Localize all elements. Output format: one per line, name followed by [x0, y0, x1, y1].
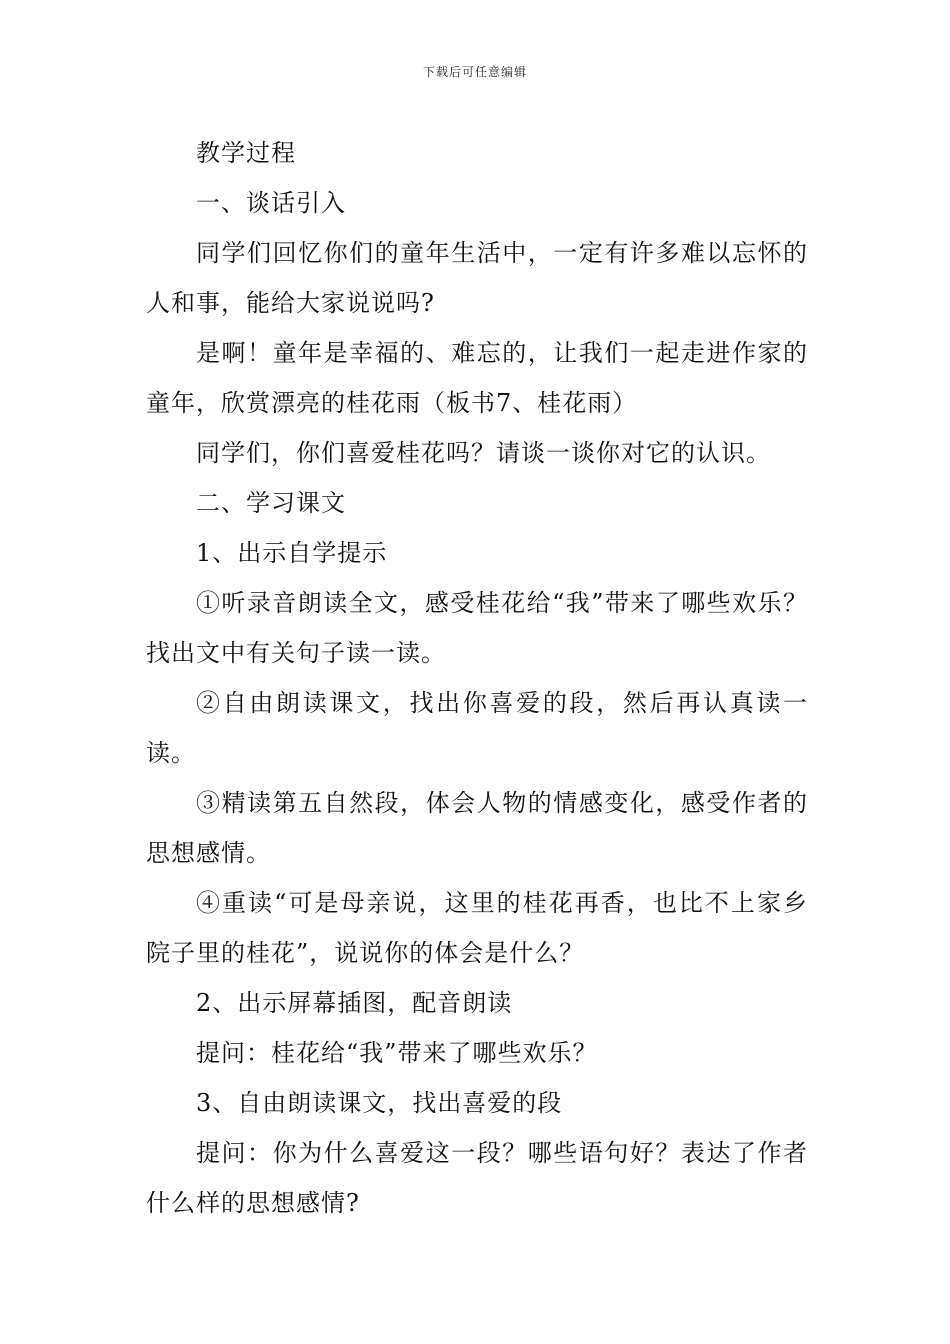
list-item: ③精读第五自然段，体会人物的情感变化，感受作者的思想感情。 [146, 789, 808, 867]
document-body [146, 128, 808, 1228]
section-title-teaching-process: 教学过程 [196, 139, 296, 167]
step-heading: 2、出示屏幕插图，配音朗读 [196, 989, 513, 1017]
heading-part-one: 一、谈话引入 [196, 189, 346, 217]
step-heading: 3、自由朗读课文，找出喜爱的段 [196, 1089, 563, 1117]
list-item: ④重读“可是母亲说，这里的桂花再香，也比不上家乡院子里的桂花”，说说你的体会是什么？ [146, 889, 808, 967]
list-item: ②自由朗读课文，找出你喜爱的段，然后再认真读一读。 [146, 689, 808, 767]
page-header-note: 下载后可任意编辑 [422, 65, 527, 79]
step-heading: 1、出示自学提示 [196, 539, 388, 567]
paragraph: 同学们，你们喜爱桂花吗？请谈一谈你对它的认识。 [196, 439, 771, 467]
question: 提问：你为什么喜爱这一段？哪些语句好？表达了作者什么样的思想感情? [146, 1139, 808, 1217]
heading-part-two: 二、学习课文 [196, 489, 346, 517]
question: 提问：桂花给“我”带来了哪些欢乐？ [196, 1039, 598, 1067]
paragraph: 同学们回忆你们的童年生活中，一定有许多难以忘怀的人和事，能给大家说说吗? [146, 239, 808, 317]
paragraph: 是啊！童年是幸福的、难忘的，让我们一起走进作家的童年，欣赏漂亮的桂花雨（板书7、桂花雨） [146, 339, 808, 417]
list-item: ①听录音朗读全文，感受桂花给“我”带来了哪些欢乐？找出文中有关句子读一读。 [146, 589, 808, 667]
